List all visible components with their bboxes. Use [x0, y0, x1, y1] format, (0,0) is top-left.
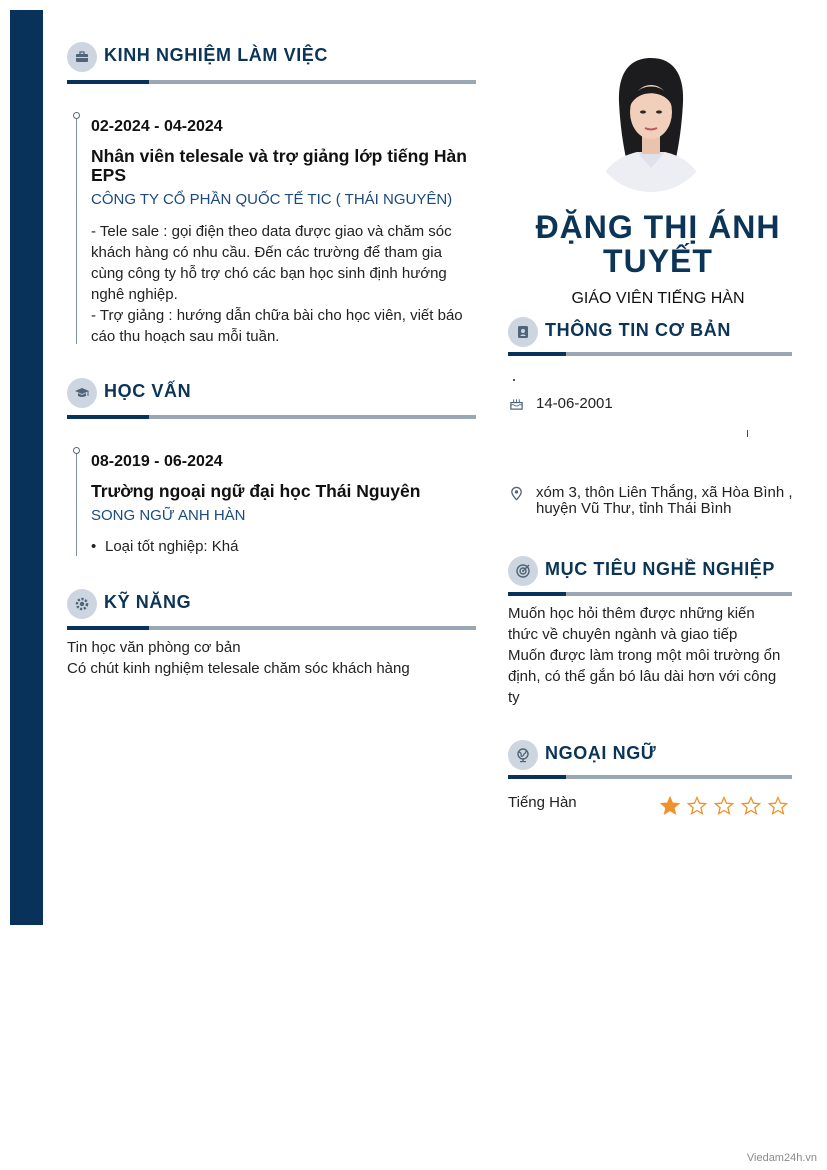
candidate-name-cont: TUYẾT — [603, 243, 713, 279]
star-empty-icon — [741, 796, 761, 816]
basic-info-title: THÔNG TIN CƠ BẢN — [545, 320, 731, 340]
address-value: xóm 3, thôn Liên Thắng, xã Hòa Bình , huyện Vũ Thư, tỉnh Thái Bình — [536, 484, 793, 517]
timeline-dot — [73, 447, 80, 454]
experience-description: - Tele sale : gọi điện theo data được giao và chăm sóc khách hàng có nhu cầu. Đến các trường để tham gia cùng công ty hỗ trợ chó các bạn học sinh định hướng nghê nghiệp. - Trợ giảng : hướng dẫn chữa bài cho học viên, viết báo cáo thu hoạch sau mỗi tuần. — [91, 223, 463, 345]
language-name: Tiếng Hàn — [508, 794, 577, 811]
small-tick — [747, 430, 748, 437]
star-empty-icon — [768, 796, 788, 816]
objective-underline — [508, 592, 792, 596]
birthday-cake-icon — [509, 396, 524, 416]
graduation-cap-icon — [67, 378, 97, 408]
star-empty-icon — [714, 796, 734, 816]
globe-icon — [508, 740, 538, 770]
language-rating — [660, 796, 788, 816]
experience-role: Nhân viên telesale và trợ giảng lớp tiếng Hàn — [91, 146, 467, 166]
star-filled-icon — [660, 796, 680, 816]
skill-item: Có chút kinh nghiệm telesale chăm sóc khách hàng — [67, 660, 410, 677]
experience-role-cont: EPS — [91, 165, 127, 185]
languages-underline — [508, 775, 792, 779]
left-accent-bar — [10, 10, 43, 925]
education-major: SONG NGỮ ANH HÀN — [91, 507, 246, 524]
location-pin-icon — [509, 486, 524, 506]
experience-date: 02-2024 - 04-2024 — [91, 118, 223, 135]
profile-photo — [590, 54, 712, 192]
skills-underline — [67, 626, 476, 630]
target-icon — [508, 556, 538, 586]
timeline-dot — [73, 112, 80, 119]
star-empty-icon — [687, 796, 707, 816]
watermark: Viedam24h.vn — [746, 1152, 817, 1164]
skill-item: Tin học văn phòng cơ bản — [67, 639, 241, 656]
experience-company: CÔNG TY CỔ PHẦN QUỐC TẾ TIC ( THÁI NGUYÊN) — [91, 191, 453, 208]
small-dot — [513, 379, 515, 381]
contact-card-icon — [508, 317, 538, 347]
languages-title: NGOẠI NGỮ — [545, 743, 657, 763]
objective-text: Muốn học hỏi thêm được những kiến thức về chuyên ngành và giao tiếp Muốn được làm trong một môi trường ổn định, có thể gắn bó lâu dài hơn với công ty — [508, 605, 781, 706]
timeline-line — [76, 119, 77, 344]
timeline-line — [76, 454, 77, 556]
briefcase-icon — [67, 42, 97, 72]
skills-title: KỸ NĂNG — [104, 592, 192, 612]
experience-title: KINH NGHIỆM LÀM VIỆC — [104, 45, 329, 65]
candidate-name: ĐẶNG THỊ ÁNH — [535, 209, 781, 245]
education-underline — [67, 415, 476, 419]
objective-title: MỤC TIÊU NGHỀ NGHIỆP — [545, 559, 776, 579]
basic-info-underline — [508, 352, 792, 356]
experience-underline — [67, 80, 476, 84]
education-school: Trường ngoại ngữ đại học Thái Nguyên — [91, 481, 421, 501]
gear-icon — [67, 589, 97, 619]
candidate-job-title: GIÁO VIÊN TIẾNG HÀN — [571, 290, 745, 307]
birthday-value: 14-06-2001 — [536, 395, 613, 412]
education-title: HỌC VẤN — [104, 381, 192, 401]
education-date: 08-2019 - 06-2024 — [91, 453, 223, 470]
education-detail: • Loại tốt nghiệp: Khá — [91, 538, 239, 555]
